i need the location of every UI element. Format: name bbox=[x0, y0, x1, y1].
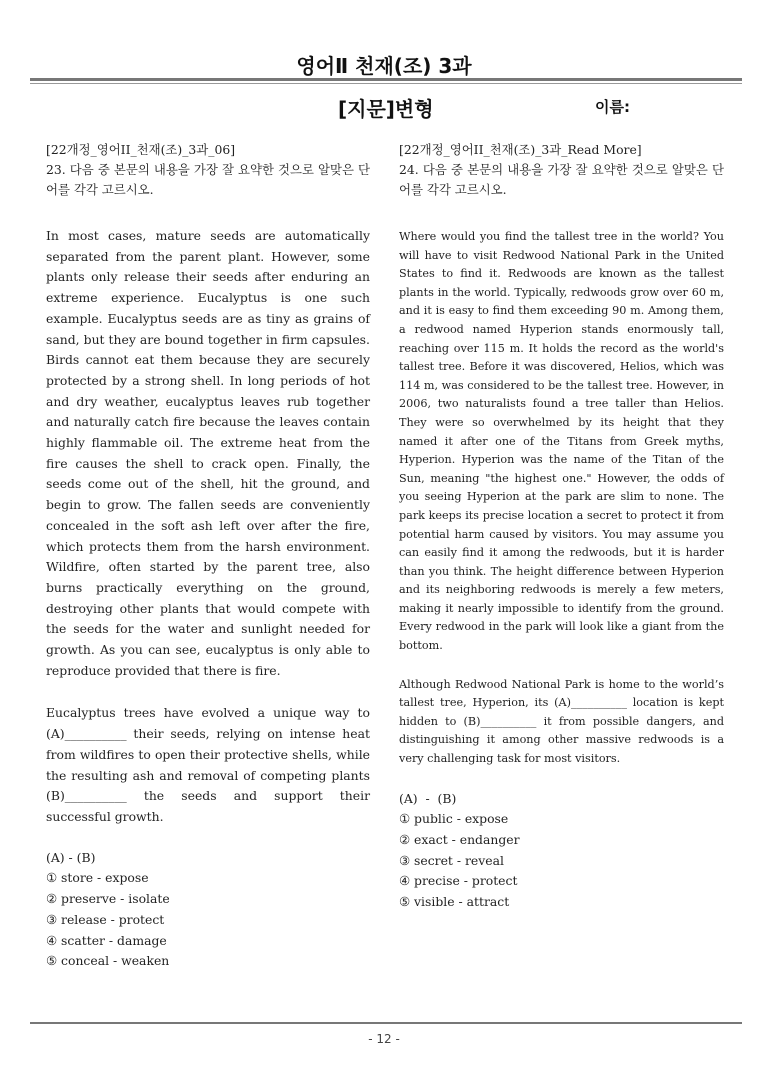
left-choices bbox=[46, 848, 370, 972]
page-title: 영어Ⅱ 천재(조) 3과 bbox=[296, 54, 472, 78]
left-choice-5[interactable]: ⑤ conceal - weaken bbox=[46, 953, 170, 969]
right-passage: Where would you find the tallest tree in the world? You will have to visit Redwood National Park in the United States to find it. Redwoods are known as the tallest plants in the world. Typically, redwoods grow over 60 m, and it is easy to find them exceeding 90 m. Among them, a redwood named Hyperion stands enormously tall, reaching over 115 m. It holds the record as the world's tallest tree. Before it was discovered, Helios, which was 114 m, was considered to be the tallest tree. However, in 2006, two naturalists found a tree taller than Helios. They were so overwhelmed by its height that they named it after one of the Titans from Greek myths, Hyperion. Hyperion was the name of the Titan of the Sun, meaning "the highest one." However, the odds of you seeing Hyperion at the park are slim to none. The park keeps its precise location a secret to protect it from potential harm caused by visitors. You may assume you can easily find it among the redwoods, but it is harder than you think. The height difference between Hyperion and its neighboring redwoods is merely a few meters, making it nearly impossible to identify from the ground. Every redwood in the park will look like a giant from the bottom. bbox=[399, 230, 724, 653]
right-choices bbox=[399, 789, 724, 913]
left-choice-3[interactable]: ③ release - protect bbox=[46, 911, 165, 927]
name-label: 이름: bbox=[595, 98, 630, 116]
right-question: 24. 다음 중 본문의 내용을 가장 잘 요약한 것으로 알맞은 단어를 각각 고르시오. bbox=[399, 162, 724, 197]
left-choices-header: (A) - (B) bbox=[46, 849, 96, 865]
right-choice-4[interactable]: ④ precise - protect bbox=[399, 873, 518, 889]
header-divider-thin bbox=[30, 83, 742, 84]
right-choices-header: (A) - (B) bbox=[399, 790, 457, 806]
header-divider bbox=[30, 78, 742, 81]
right-column bbox=[399, 140, 724, 913]
right-choice-5[interactable]: ⑤ visible - attract bbox=[399, 894, 510, 910]
left-choice-4[interactable]: ④ scatter - damage bbox=[46, 932, 167, 948]
left-choice-1[interactable]: ① store - expose bbox=[46, 870, 149, 886]
page-number: - 12 - bbox=[368, 1032, 400, 1046]
right-choice-3[interactable]: ③ secret - reveal bbox=[399, 852, 504, 868]
left-question: 23. 다음 중 본문의 내용을 가장 잘 요약한 것으로 알맞은 단어를 각각 고르시오. bbox=[46, 162, 370, 197]
left-column bbox=[46, 140, 370, 972]
right-source-tag: [22개정_영어II_천재(조)_3과_Read More] bbox=[399, 142, 642, 157]
left-summary: Eucalyptus trees have evolved a unique way to (A)__________ their seeds, relying on intense heat from wildfires to open their protective shells, while the resulting ash and removal of competing plants (B)__________ the seeds and support their successful growth. bbox=[46, 705, 370, 824]
left-choice-2[interactable]: ② preserve - isolate bbox=[46, 891, 170, 907]
right-summary: Although Redwood National Park is home to the world’s tallest tree, Hyperion, its (A)__________ location is kept hidden to (B)__________ it from possible dangers, and distinguishing it among other massive redwoods is a very challenging task for most visitors. bbox=[399, 677, 724, 766]
footer-divider bbox=[30, 1022, 742, 1024]
right-choice-1[interactable]: ① public - expose bbox=[399, 811, 509, 827]
right-choice-2[interactable]: ② exact - endanger bbox=[399, 832, 520, 848]
left-source-tag: [22개정_영어II_천재(조)_3과_06] bbox=[46, 142, 236, 157]
left-passage: In most cases, mature seeds are automatically separated from the parent plant. However, some plants only release their seeds after enduring an extreme experience. Eucalyptus is one such example. Eucalyptus seeds are as tiny as grains of sand, but they are bound together in firm capsules. Birds cannot eat them because they are securely protected by a strong shell. In long periods of hot and dry weather, eucalyptus leaves rub together and naturally catch fire because the leaves contain highly flammable oil. The extreme heat from the fire causes the shell to crack open. Finally, the seeds come out of the shell, hit the ground, and begin to grow. The fallen seeds are conveniently concealed in the soft ash left over after the fire, which protects them from the harsh environment. Wildfire, often started by the parent tree, also burns practically everything on the ground, destroying other plants that would compete with the seeds for the water and sunlight needed for growth. As you can see, eucalyptus is only able to reproduce provided that there is fire. bbox=[46, 228, 370, 678]
page-subtitle: [지문]변형 bbox=[338, 97, 434, 121]
